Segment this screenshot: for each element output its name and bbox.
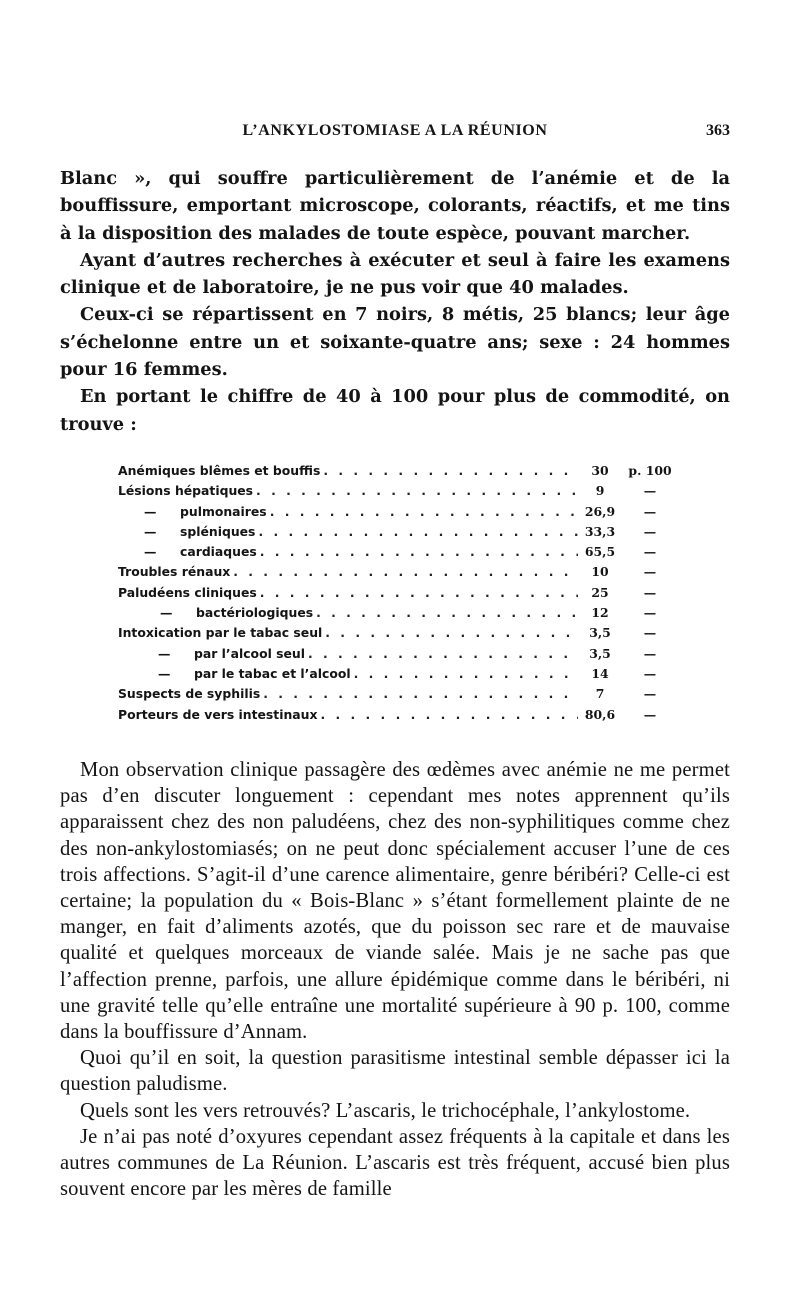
- ditto-dash: —: [144, 544, 157, 560]
- ditto-dash: —: [144, 503, 157, 519]
- dot-leader: [270, 502, 578, 522]
- table-row: [118, 583, 678, 603]
- table-row-unit: —: [643, 544, 657, 560]
- table-row-unit: —: [643, 584, 657, 600]
- body-paragraph-1: Mon observation clinique passagère des œdèmes avec anémie ne me permet pas d’en discuter longuement : cependant mes notes apprennent qu’ils apparaissent chez des non paludéens, chez des non-syphilitiques comme chez des non-ankylostomiasés; on ne peut donc spécialement accuser l’une de ces trois affections. S’agit-il d’une carence alimentaire, genre béribéri? Celle-ci est certaine; la population du « Bois-Blanc » s’étant formellement plainte de ne manger, en fait d’aliments azotés, que du poisson sec rare et de mauvaise qualité et quelques morceaux de viande salée. Mais je ne sache pas que l’affection prenne, parfois, une allure épidémique comme dans le béribéri, ni une gravité telle qu’elle entraîne une mortalité supérieure à 90 p. 100, comme dans la bouffissure d’Annam.: [60, 759, 730, 1044]
- intro-text: [60, 165, 730, 438]
- body-paragraph-2: Quoi qu’il en soit, la question parasitisme intestinal semble dépasser ici la question paludisme.: [60, 1047, 730, 1096]
- dot-leader: [325, 623, 578, 643]
- dot-leader: [233, 562, 578, 582]
- table-row: [118, 623, 678, 643]
- table-row-unit: —: [643, 706, 657, 722]
- table-row-label-text: Intoxication par le tabac seul: [118, 625, 323, 641]
- dot-leader: [263, 684, 578, 704]
- running-head: [60, 118, 730, 144]
- running-title: L’ANKYLOSTOMIASE A LA RÉUNION: [242, 122, 548, 139]
- table-row-value: 3,5: [589, 625, 611, 641]
- table-row-label-text: pulmonaires: [180, 503, 267, 519]
- table-row: [118, 502, 678, 522]
- table-row-label: [118, 664, 354, 684]
- table-row: [118, 684, 678, 704]
- table-row: [118, 603, 678, 623]
- table-row-value: 7: [595, 686, 605, 702]
- body-paragraph-3: Quels sont les vers retrouvés? L’ascaris, le trichocéphale, l’ankylostome.: [80, 1099, 691, 1122]
- table-row-label-text: Anémiques blêmes et bouffis: [118, 463, 321, 478]
- table-row-label-text: par l’alcool seul: [194, 645, 305, 661]
- table-row-value: 9: [595, 483, 605, 499]
- table-row-unit: —: [643, 564, 657, 580]
- table-row-label-text: cardiaques: [180, 544, 257, 560]
- dot-leader: [260, 542, 578, 562]
- ditto-dash: —: [160, 605, 173, 621]
- table-row-unit: —: [643, 605, 657, 621]
- table-row-unit: —: [643, 625, 657, 641]
- table-row-unit: —: [643, 645, 657, 661]
- table-row-label: [118, 502, 270, 522]
- table-row-value: 80,6: [584, 706, 616, 722]
- intro-paragraph-4: En portant le chiffre de 40 à 100 pour plus de commodité, on trouve :: [60, 386, 730, 435]
- ditto-dash: —: [158, 645, 171, 661]
- table-row-label-text: Troubles rénaux: [118, 564, 231, 580]
- table-row: [118, 522, 678, 542]
- intro-paragraph-2: Ayant d’autres recherches à exécuter et seul à faire les examens clinique et de laboratoire, je ne pus voir que 40 malades.: [60, 249, 730, 299]
- table-row-value: 10: [591, 564, 609, 580]
- table-row-label-text: par le tabac et l’alcool: [194, 665, 351, 681]
- intro-paragraph-1: Blanc », qui souffre particulièrement de l’anémie et de la bouffissure, emportant microscope, colorants, réactifs, et me tins à la disposition des malades de toute espèce, pouvant marcher.: [60, 168, 730, 244]
- dot-leader: [354, 664, 578, 684]
- dot-leader: [323, 461, 578, 481]
- dot-leader: [308, 644, 578, 664]
- table-row-value: 25: [591, 584, 609, 600]
- intro-paragraph-3: Ceux-ci se répartissent en 7 noirs, 8 métis, 25 blancs; leur âge s’échelonne entre un et soixante-quatre ans; sexe : 24 hommes pour 16 femmes.: [60, 304, 730, 381]
- table-row: [118, 705, 678, 725]
- statistics-table: [118, 461, 678, 725]
- table-row-label-text: Lésions hépatiques: [118, 483, 254, 499]
- table-row-unit: —: [643, 523, 657, 539]
- table-row: [118, 481, 678, 501]
- dot-leader: [258, 522, 578, 542]
- table-row-unit: p. 100: [628, 463, 672, 478]
- table-row-value: 30: [591, 463, 609, 478]
- table-row-label: [118, 562, 233, 582]
- table-row-value: 65,5: [584, 544, 616, 560]
- table-row-value: 12: [591, 605, 609, 621]
- table-row-label-text: Suspects de syphilis: [118, 686, 261, 702]
- table-row-label-text: spléniques: [180, 523, 256, 539]
- table-row-label: [118, 522, 258, 542]
- dot-leader: [260, 583, 578, 603]
- body-paragraph-4: Je n’ai pas noté d’oxyures cependant assez fréquents à la capitale et dans les autres communes de La Réunion. L’ascaris est très fréquent, accusé bien plus souvent encore par les mères de famille: [60, 1125, 730, 1201]
- table-row: [118, 644, 678, 664]
- table-row: [118, 562, 678, 582]
- table-row-label: [118, 623, 325, 643]
- table-row-value: 26,9: [584, 503, 616, 519]
- dot-leader: [316, 603, 578, 623]
- dot-leader: [256, 481, 578, 501]
- table-row-unit: —: [643, 503, 657, 519]
- ditto-dash: —: [144, 523, 157, 539]
- table-row-value: 14: [591, 665, 609, 681]
- table-row: [118, 542, 678, 562]
- body-text: [60, 757, 730, 1202]
- table-row-value: 33,3: [584, 523, 616, 539]
- table-row-value: 3,5: [589, 645, 611, 661]
- table-row-label-text: Porteurs de vers intestinaux: [118, 706, 318, 722]
- table-row-label: [118, 481, 256, 501]
- table-row: [118, 461, 678, 481]
- table-row-label-text: bactériologiques: [196, 605, 314, 621]
- table-row-unit: —: [643, 686, 657, 702]
- table-row-unit: —: [643, 665, 657, 681]
- dot-leader: [320, 705, 578, 725]
- table-row-label: [118, 461, 323, 481]
- table-row-label-text: Paludéens cliniques: [118, 584, 257, 600]
- table-row-unit: —: [643, 483, 657, 499]
- table-row-label: [118, 542, 260, 562]
- page-number: 363: [706, 122, 730, 139]
- table-row-label: [118, 603, 316, 623]
- table-row: [118, 664, 678, 684]
- table-row-label: [118, 684, 263, 704]
- table-row-label: [118, 583, 260, 603]
- ditto-dash: —: [158, 665, 171, 681]
- table-row-label: [118, 644, 308, 664]
- table-row-label: [118, 705, 320, 725]
